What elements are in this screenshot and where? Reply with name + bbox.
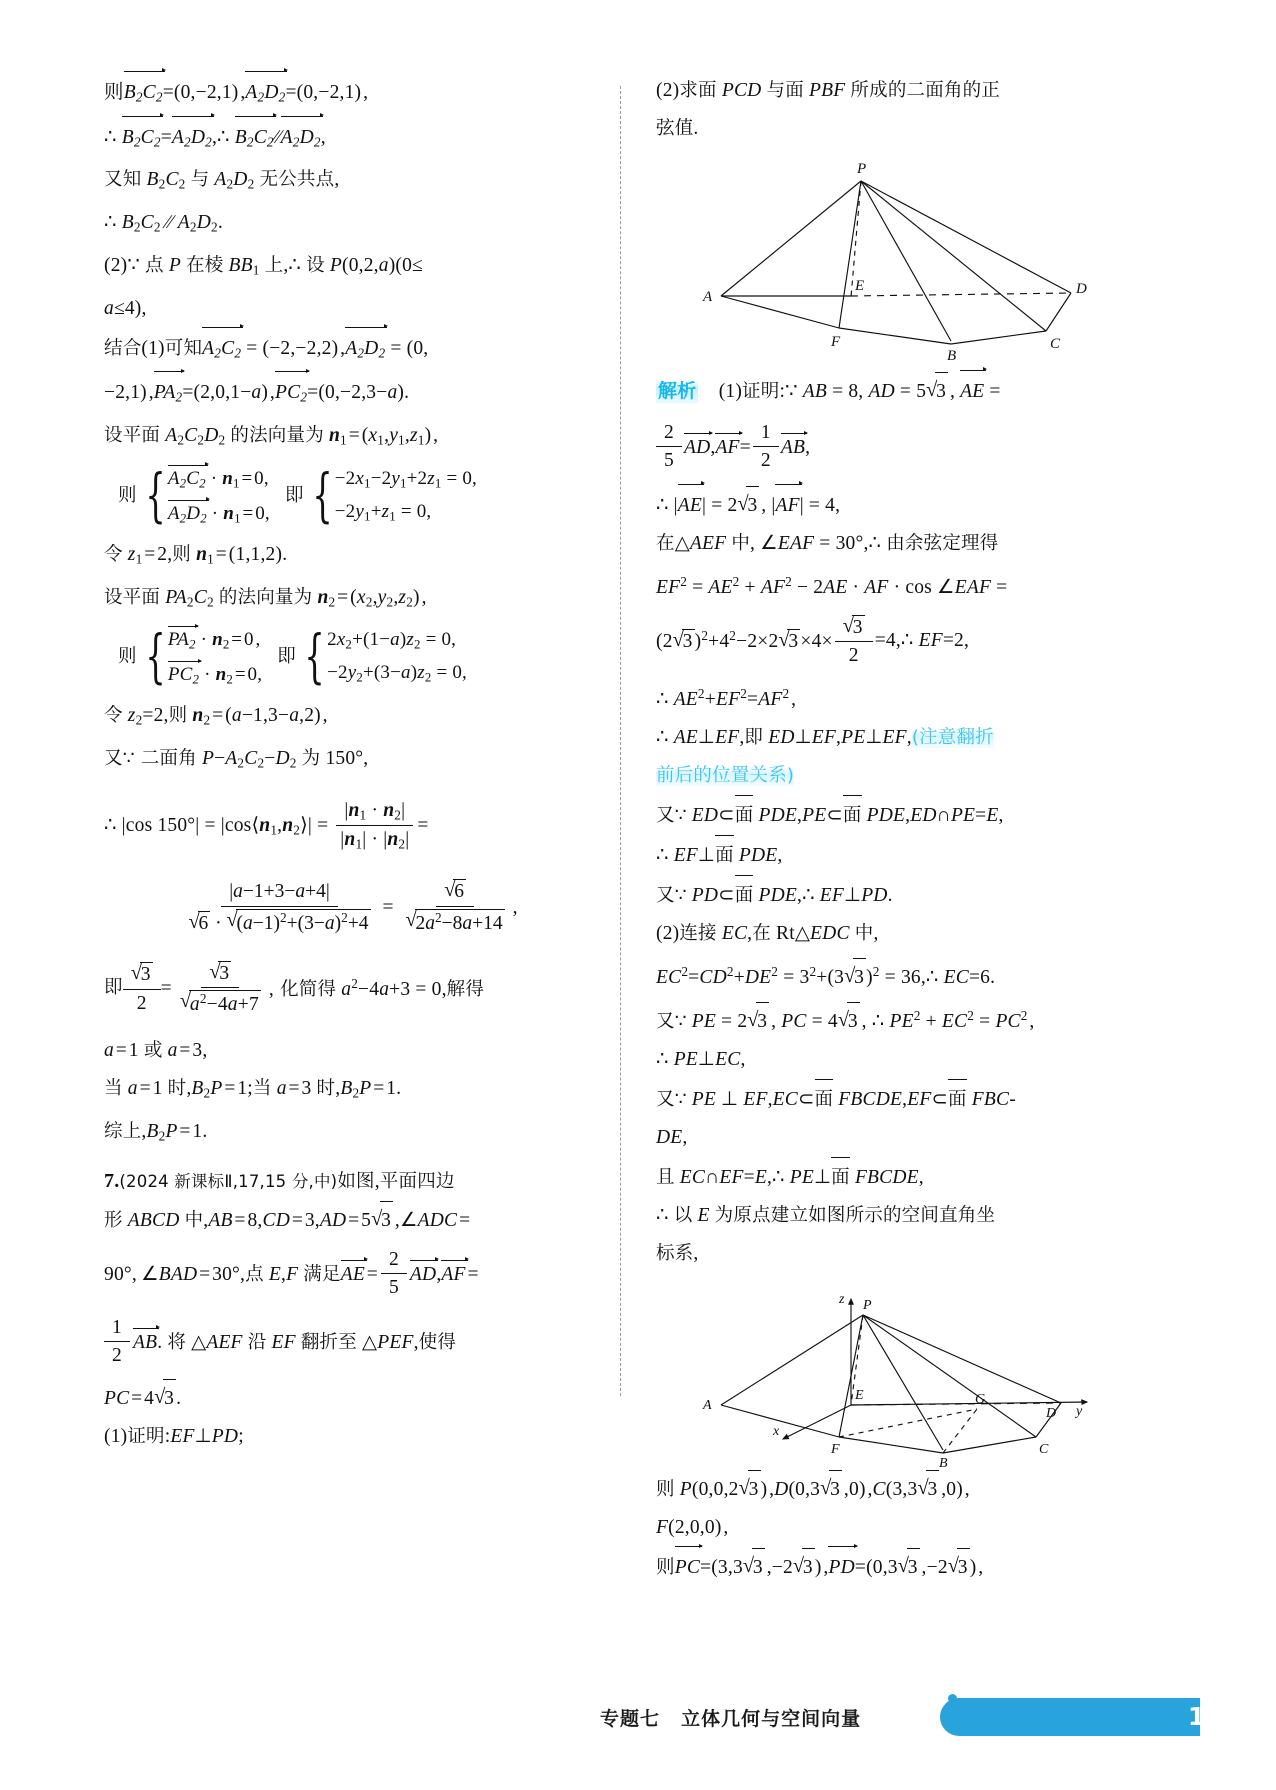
figure1-label-D: D xyxy=(1076,281,1087,297)
figure1-label-P: P xyxy=(857,161,867,177)
figure2-label-A: A xyxy=(703,1398,712,1414)
figure1-svg xyxy=(691,156,1111,364)
two-column-body xyxy=(104,72,1194,1587)
math-line-l17: a = 1 或 a = 3, xyxy=(104,1040,208,1062)
footer-title: 立体几何与空间向量 xyxy=(681,1708,862,1730)
figure1-label-B: B xyxy=(947,348,957,364)
math-line-l13: 又∵ 二面角 $P-A_2C_2-D_2$ 为 150°, xyxy=(104,748,369,771)
question-7-body-3: $\frac{1}{2}$ AB. 将 △AEF 沿 EF 翻折至 △PEF,使得 xyxy=(104,1310,594,1374)
solution-line-r8: 又∵ ED⊂面 PDE,PE⊂面 PDE,ED∩PE=E, xyxy=(656,795,1146,835)
question-7-body-4: PC = 4 √ 3 . xyxy=(104,1379,594,1418)
solution-line-r10: 又∵ PD⊂面 PDE,∴ EF⊥PD. xyxy=(656,875,1146,915)
footer-topic: 专题七 xyxy=(600,1708,661,1730)
solution-line-r13: 又∵ PE = 2 √ 3 , PC = 4 √ 3 , ∴ $PE^2 + EC^2 = PC^2$ , xyxy=(656,997,1146,1041)
figure1-label-E: E xyxy=(855,278,865,294)
solution-line-r11: (2)连接 EC,在 Rt△EDC 中, xyxy=(656,923,879,945)
figure2-label-x: x xyxy=(773,1424,780,1440)
system-eq-7: $2x_2+(1-a)z_2 = 0$, xyxy=(327,629,457,652)
figure2-label-D: D xyxy=(1046,1406,1057,1422)
figure1-label-A: A xyxy=(703,289,713,305)
solution-line-r12: $EC^2=CD^2+DE^2 = 3^2+(3$ √ 3 )$^2$ = 36,∴ EC=6. xyxy=(656,953,1146,997)
solution-line-t1: 则 P(0,0,2 √ 3 ) ,D(0,3 √ 3 ,0) ,C(3,3 √ 3 ,0) , xyxy=(656,1470,1146,1509)
system-eq-5: $PA_2 \cdot n_2$ = 0 , xyxy=(167,629,261,652)
question-7-header: 7.(2024 新课标Ⅱ,17,15 分,中)如图,平面四边 xyxy=(104,1169,455,1192)
solution-line-r15b: DE, xyxy=(656,1127,688,1149)
math-line-l7: 设平面 $A_2C_2D_2$ 的法向量为 $n_1$ = $(x_1,y_1,z_1)$ , xyxy=(104,424,439,448)
figure1-label-F: F xyxy=(831,334,841,350)
math-line-l1: 则$B_2C_2=(0,-2,1)$ $,A_2D_2=(0,-2,1)$ , xyxy=(104,72,594,117)
figure2-label-C: C xyxy=(1039,1442,1049,1458)
math-line-l6: 结合(1)可知$A_2C_2 = (-2,-2,2)$ $,A_2D_2 = (0$, xyxy=(104,328,594,373)
solution-line-r5: (2 √ 3 )$^2+4^2-2\times 2$ √ 3 ×4× √ $\frac{3}{2}$ =4,∴ EF=2, xyxy=(656,615,1146,668)
figure2-svg xyxy=(691,1287,1111,1472)
figure2-label-z: z xyxy=(839,1292,845,1308)
question-meta: (2024 新课标Ⅱ,17,15 分,中) xyxy=(119,1171,338,1191)
question-7-part2-line2: 弦值. xyxy=(656,118,699,139)
system-eq-6: $PC_2 \cdot n_2$ = 0, xyxy=(167,664,263,687)
system-eq-3: $-2x_1-2y_1+2z_1 = 0$, xyxy=(334,467,477,491)
solution-line-r6: ∴ $AE^2+EF^2=AF^2$ , xyxy=(656,686,797,711)
solution-line-t1b: F(2,0,0) , xyxy=(656,1517,729,1539)
footer-bar xyxy=(940,1698,1200,1736)
solution-note-part2: 前后的位置关系) xyxy=(656,765,795,787)
solution-line-r7: ∴ AE⊥EF,即 ED⊥EF,PE⊥EF,(注意翻折 xyxy=(656,727,994,749)
math-line-l3: 又知 $B_2C_2$ 与 $A_2D_2$ 无公共点, xyxy=(104,169,340,193)
solution-line-r14: ∴ PE⊥EC, xyxy=(656,1049,746,1071)
figure-pyramid-PABCDEF xyxy=(656,156,1146,364)
figure2-label-F: F xyxy=(831,1442,840,1458)
math-line-l9: 令 $z_1$ = 2,则 $n_1$ = (1,1,2). xyxy=(104,543,288,567)
math-line-l19: 综上$,B_2P$ = 1. xyxy=(104,1121,208,1144)
question-7-body-2: 90°, ∠BAD = 30°,点 E,F 满足AE = $\frac{2}{5}$ AD,AF = xyxy=(104,1248,479,1299)
question-7-body-1: 形 ABCD 中,AB = 8,CD = 3,AD = 5 √ 3 ,∠ADC = xyxy=(104,1201,594,1240)
solution-line-r16: 且 EC∩EF=E,∴ PE⊥面 FBCDE, xyxy=(656,1157,1146,1197)
math-line-l6b: −2,1) $,PA_2=(2,0,1-a)$ $,PC_2=(0,-2,3-a)$. xyxy=(104,372,594,417)
math-line-l18: 当 a = 1 时$,B_2P$ = 1;当 a = 3 时$,B_2P$ = 1. xyxy=(104,1078,402,1102)
page-footer xyxy=(0,1692,1276,1744)
solution-line-t2: 则PC=(3,3 √ 3 ,−2 √ 3 ) ,PD=(0,3 √ 3 ,−2 √ 3 ) , xyxy=(656,1547,1146,1587)
footer-dot xyxy=(948,1694,957,1703)
math-line-l16: 即 √ $\frac{3}{2}$ = √ 3 √ $a^2-4a+7$ , 化简得 $a^2-4a+3 = 0$,解得 xyxy=(104,955,594,1023)
solution-line-r2: ∴ |AE| = 2 √ 3 , |AF| = 4, xyxy=(656,485,1146,525)
math-line-l5: (2)∵ 点 P 在棱 $BB_1$ 上,∴ 设 P(0,2,a)(0≤ xyxy=(104,254,423,278)
solution-line-r7b xyxy=(656,757,1146,795)
solution-line-r1: 解析 (1)证明:∵ AB = 8, AD = 5 √ 3 , AE = xyxy=(656,371,1146,411)
math-line-l14: ∴ |cos $150^\circ| = |\cos⟨n_1,n_2⟩|$ = $\frac{|n_1 \cdot n_2|}{|n_1| \cdot |n_2|}$ = xyxy=(104,799,429,853)
figure2-label-P: P xyxy=(863,1298,872,1314)
figure2-label-y: y xyxy=(1076,1404,1083,1420)
solution-line-r9: ∴ EF⊥面 PDE, xyxy=(656,835,1146,875)
solution-line-r15: 又∵ PE ⊥ EF,EC⊂面 FBCDE,EF⊂面 FBC- xyxy=(656,1079,1146,1119)
solution-line-r17: ∴ 以 E 为原点建立如图所示的空间直角坐 xyxy=(656,1205,996,1227)
question-7-part2-line1: (2)求面 PCD 与面 PBF 所成的二面角的正 xyxy=(656,80,1001,101)
figure2-label-E: E xyxy=(855,1388,864,1404)
math-line-l12: 令 $z_2=2$,则 $n_2$ = (a−1,3−a,2) , xyxy=(104,705,328,729)
figure-coordinate-system xyxy=(656,1287,1146,1472)
math-line-l2: ∴ $B_2C_2=A_2D_2,\therefore$ $B_2C_2∕∕A_2D_2$, xyxy=(104,117,594,162)
right-column xyxy=(614,72,1146,1587)
solution-line-r4: $EF^2 = AE^2 + AF^2 - 2AE$ · AF · cos ∠EAF = xyxy=(656,573,1008,598)
footer-text xyxy=(600,1704,861,1731)
figure1-label-C: C xyxy=(1050,336,1061,352)
page-number: 179 xyxy=(1187,1702,1240,1731)
solution-line-r1b: $\frac{2}{5}$ AD,AF= $\frac{1}{2}$ AB, xyxy=(656,415,1146,479)
question-number: 7. xyxy=(104,1169,120,1192)
solution-line-r3: 在△AEF 中, ∠EAF = 30°,∴ 由余弦定理得 xyxy=(656,532,999,554)
solution-note-part1: (注意翻折 xyxy=(911,727,994,749)
left-column xyxy=(104,72,614,1587)
math-line-l10: 设平面 $PA_2C_2$ 的法向量为 $n_2$ = $(x_2,y_2,z_2)$ , xyxy=(104,586,427,610)
equation-system-n1: 则 { $A_2C_2 \cdot n_1$ = 0, $A_2D_2 \cdot n_1$ = 0, 即 { $-2x_1-2y_1+2z_1 = 0$, $-2y_1+z_1 = 0$, xyxy=(118,460,477,529)
question-7-part1: (1)证明:EF⊥PD; xyxy=(104,1426,244,1448)
solution-line-r17b: 标系, xyxy=(656,1243,699,1265)
math-line-l5b: a≤4), xyxy=(104,297,147,319)
system-eq-1: $A_2C_2 \cdot n_1$ = 0, xyxy=(167,467,269,491)
math-line-l4: ∴ $B_2C_2$ ∕∕ $A_2D_2$. xyxy=(104,212,223,235)
equation-system-n2: 则 { $PA_2 \cdot n_2$ = 0 , $PC_2 \cdot n_2$ = 0, 即 { $2x_2+(1-a)z_2 = 0$, $-2y_2+(3-a)z_2 = 0$, xyxy=(118,622,468,691)
system-eq-4: $-2y_1+z_1 = 0$, xyxy=(334,500,432,524)
math-line-l15: |a−1+3−a+4| √ 6 · √ $(a-1)^2+(3-a)^2+4$ = √ 6 √ $2a^2-8a+14$ , xyxy=(104,873,594,943)
system-eq-2: $A_2D_2 \cdot n_1$ = 0, xyxy=(167,502,270,526)
solution-label: 解析 xyxy=(658,380,697,402)
system-eq-8: $-2y_2+(3-a)z_2 = 0$, xyxy=(327,662,468,685)
figure2-label-B: B xyxy=(939,1456,948,1472)
figure2-label-G: G xyxy=(975,1392,986,1408)
